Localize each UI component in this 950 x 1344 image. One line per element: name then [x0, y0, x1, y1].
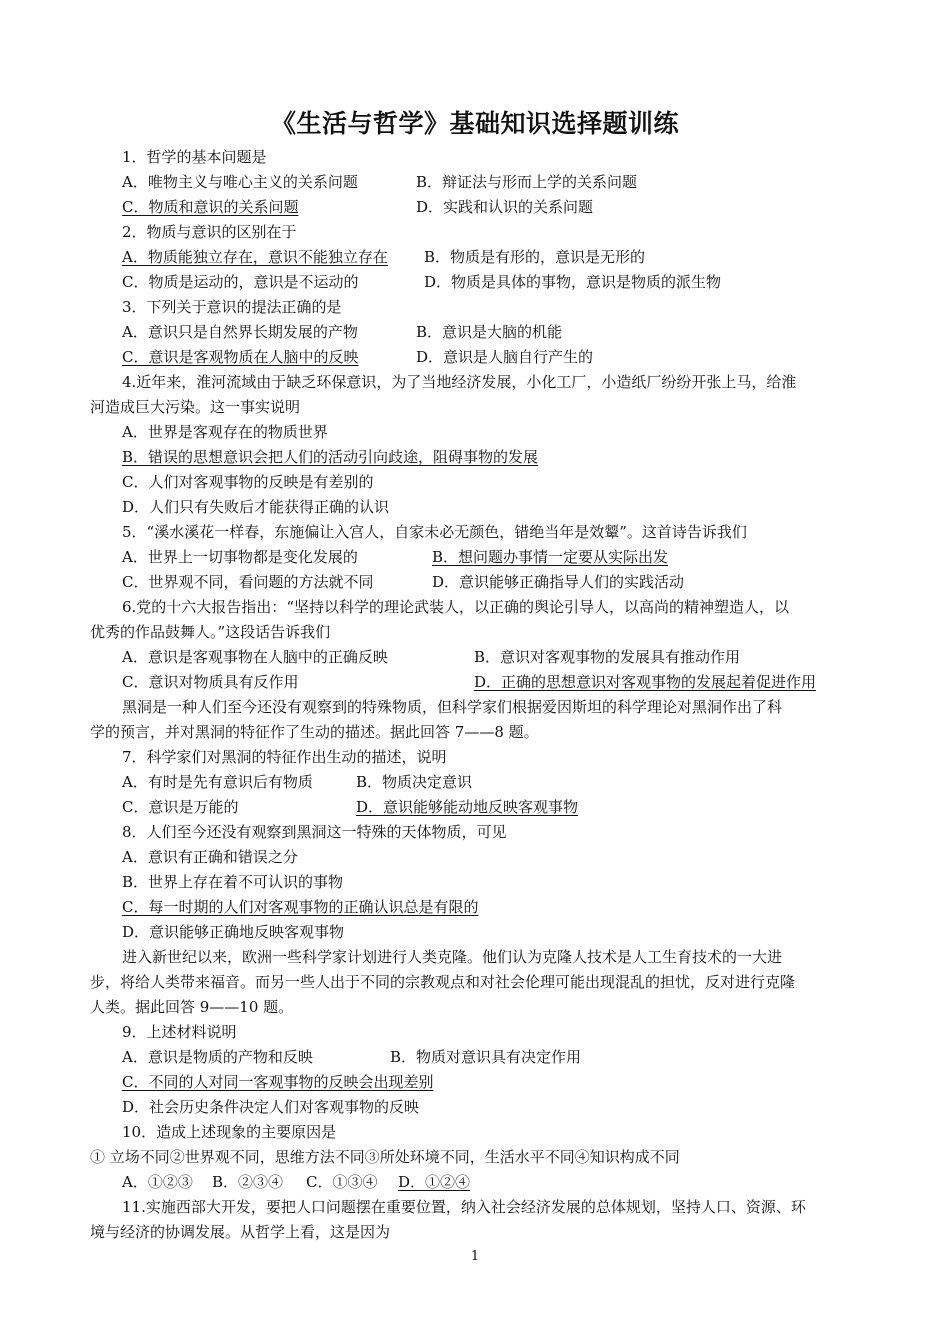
question-6-line-1: 6.党的十六大报告指出：“坚持以科学的理论武装人，以正确的舆论引导人，以高尚的精神塑造人，以 — [122, 598, 789, 616]
q9-option-c-answer: C．不同的人对同一客观事物的反映会出现差别 — [122, 1073, 434, 1091]
q3-option-a: A．意识只是自然界长期发展的产物 — [122, 323, 358, 341]
question-1: 1．哲学的基本问题是 — [122, 148, 267, 166]
q10-option-b: B．②③④ — [212, 1173, 284, 1191]
q10-option-c: C．①③④ — [306, 1173, 378, 1191]
q1-option-b: B．辩证法与形而上学的关系问题 — [416, 173, 638, 191]
q4-option-b-answer: B．错误的思想意识会把人们的活动引向歧途，阻碍事物的发展 — [122, 448, 539, 466]
q8-option-c-answer: C．每一时期的人们对客观事物的正确认识总是有限的 — [122, 898, 479, 916]
q1-option-d: D．实践和认识的关系问题 — [416, 198, 594, 216]
question-8: 8．人们至今还没有观察到黑洞这一特殊的天体物质，可见 — [122, 823, 507, 841]
q3-option-d: D．意识是人脑自行产生的 — [416, 348, 594, 366]
q5-option-b-answer: B．想问题办事情一定要从实际出发 — [432, 548, 669, 566]
question-2: 2．物质与意识的区别在于 — [122, 223, 297, 241]
question-4-line-1: 4.近年来，淮河流域由于缺乏环保意识，为了当地经济发展，小化工厂，小造纸厂纷纷开张上马，给淮 — [122, 373, 797, 391]
q1-option-a: A．唯物主义与唯心主义的关系问题 — [122, 173, 358, 191]
q7-option-a: A．有时是先有意识后有物质 — [122, 773, 313, 791]
q2-option-a-answer: A．物质能独立存在，意识不能独立存在 — [122, 248, 388, 266]
q8-option-b: B．世界上存在着不可认识的事物 — [122, 873, 344, 891]
question-3: 3．下列关于意识的提法正确的是 — [122, 298, 342, 316]
q8-option-a: A．意识有正确和错误之分 — [122, 848, 298, 866]
q6-option-b: B．意识对客观事物的发展具有推动作用 — [474, 648, 741, 666]
passage-blackhole-line-1: 黑洞是一种人们至今还没有观察到的特殊物质，但科学家们根据爱因斯坦的科学理论对黑洞作出了科 — [122, 698, 783, 716]
q10-option-a: A．①②③ — [122, 1173, 193, 1191]
q4-option-d: D．人们只有失败后才能获得正确的认识 — [122, 498, 390, 516]
page-title: 《生活与哲学》基础知识选择题训练 — [270, 109, 679, 138]
q10-statements: ① 立场不同②世界观不同，思维方法不同③所处环境不同，生活水平不同④知识构成不同 — [90, 1148, 680, 1166]
passage-cloning-line-2: 步，将给人类带来福音。而另一些人出于不同的宗教观点和对社会伦理可能出现混乱的担忧，反对进行克隆 — [90, 973, 796, 991]
q7-option-d-answer: D．意识能够能动地反映客观事物 — [356, 798, 579, 816]
q4-option-a: A．世界是客观存在的物质世界 — [122, 423, 328, 441]
q9-option-a: A．意识是物质的产物和反映 — [122, 1048, 313, 1066]
question-6-line-2: 优秀的作品鼓舞人。”这段话告诉我们 — [90, 623, 331, 641]
q2-option-b: B．物质是有形的，意识是无形的 — [424, 248, 646, 266]
q7-option-c: C．意识是万能的 — [122, 798, 239, 816]
q4-option-c: C．人们对客观事物的反映是有差别的 — [122, 473, 374, 491]
question-4-line-2: 河造成巨大污染。这一事实说明 — [90, 398, 301, 416]
q6-option-d-answer: D．正确的思想意识对客观事物的发展起着促进作用 — [474, 673, 817, 691]
q10-option-d-answer: D．①②④ — [398, 1173, 471, 1191]
q9-option-b: B．物质对意识具有决定作用 — [390, 1048, 582, 1066]
q7-option-b: B．物质决定意识 — [356, 773, 473, 791]
q3-option-b: B．意识是大脑的机能 — [416, 323, 563, 341]
question-10: 10．造成上述现象的主要原因是 — [122, 1123, 337, 1141]
q3-option-c-answer: C．意识是客观物质在人脑中的反映 — [122, 348, 359, 366]
q5-option-c: C．世界观不同，看问题的方法就不同 — [122, 573, 374, 591]
q5-option-a: A．世界上一切事物都是变化发展的 — [122, 548, 358, 566]
passage-cloning-line-3: 人类。据此回答 9——10 题。 — [90, 998, 294, 1016]
q5-option-d: D．意识能够正确指导人们的实践活动 — [432, 573, 685, 591]
q9-option-d: D．社会历史条件决定人们对客观事物的反映 — [122, 1098, 420, 1116]
q2-option-d: D．物质是具体的事物，意识是物质的派生物 — [424, 273, 722, 291]
page-number: 1 — [470, 1249, 480, 1264]
question-7: 7．科学家们对黑洞的特征作出生动的描述，说明 — [122, 748, 447, 766]
q1-option-c-answer: C．物质和意识的关系问题 — [122, 198, 299, 216]
q6-option-a: A．意识是客观事物在人脑中的正确反映 — [122, 648, 388, 666]
passage-blackhole-line-2: 学的预言，并对黑洞的特征作了生动的描述。据此回答 7——8 题。 — [90, 723, 539, 741]
question-11-line-1: 11.实施西部大开发，要把人口问题摆在重要位置，纳入社会经济发展的总体规划，坚持人口、资源、环 — [122, 1198, 806, 1216]
question-5: 5．“溪水溪花一样春，东施偏让入宫人，自家未必无颜色，错绝当年是效颦”。这首诗告诉我们 — [122, 523, 747, 541]
q6-option-c: C．意识对物质具有反作用 — [122, 673, 299, 691]
question-9: 9．上述材料说明 — [122, 1023, 237, 1041]
q8-option-d: D．意识能够正确地反映客观事物 — [122, 923, 345, 941]
q2-option-c: C．物质是运动的，意识是不运动的 — [122, 273, 359, 291]
question-11-line-2: 境与经济的协调发展。从哲学上看，这是因为 — [90, 1223, 391, 1241]
passage-cloning-line-1: 进入新世纪以来，欧洲一些科学家计划进行人类克隆。他们认为克隆人技术是人工生育技术的一大进 — [122, 948, 783, 966]
